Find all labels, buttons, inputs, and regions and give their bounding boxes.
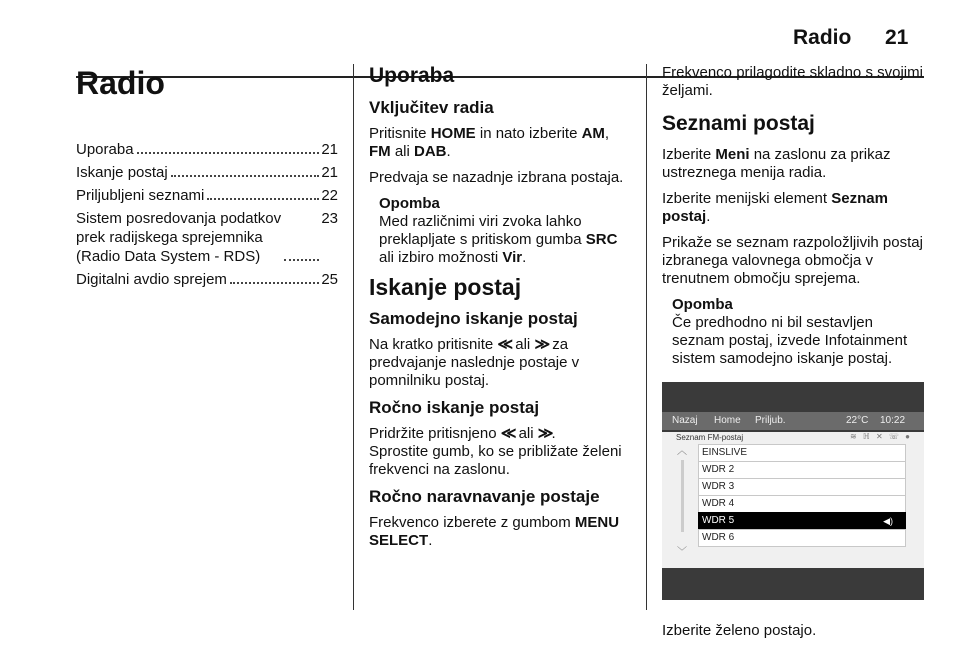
paragraph-izberite: Izberite želeno postajo. <box>662 622 817 639</box>
seek-forward-icon: ≫ <box>534 336 549 353</box>
station-list-item[interactable] <box>698 461 906 478</box>
station-name: WDR 5 <box>702 515 735 526</box>
toc-entry-label: Sistem posredovanja podatkov prek radijskega sprejemnika (Radio Data System - RDS) <box>76 210 282 265</box>
toc-dot-leader <box>284 209 319 261</box>
subheading-samodejno: Samodejno iskanje postaj <box>369 309 578 328</box>
chevron-down-icon: ﹀ <box>677 547 687 558</box>
station-list-item[interactable] <box>698 444 906 461</box>
toc-entry[interactable] <box>76 140 338 159</box>
toc-entry-page: 23 <box>321 210 338 227</box>
paragraph-samodejno: Na kratko pritisnite ≪ ali ≫ za predvajanje naslednje postaje v pomnilniku postaj. <box>369 336 580 389</box>
toc-entry-page: 22 <box>321 187 338 204</box>
station-list-panel <box>662 432 924 568</box>
chapter-title: Radio <box>76 65 165 101</box>
page-header <box>0 26 960 54</box>
screen-topbar <box>662 412 924 430</box>
paragraph-rocno-iskanje: Pridržite pritisnjeno ≪ ali ≫. Sprostite gumb, ko se približate želeni frekvenci na zaslonu. <box>369 425 622 478</box>
radio-screen-figure <box>662 382 924 600</box>
seek-back-icon: ≪ <box>500 425 515 442</box>
lock-icon: ● <box>905 432 912 441</box>
clock-readout: 10:22 <box>880 415 906 426</box>
station-name: WDR 4 <box>702 498 735 509</box>
toc-entry-label: Iskanje postaj <box>76 164 168 181</box>
note-block-1 <box>369 195 631 267</box>
station-name: WDR 6 <box>702 532 735 543</box>
column-3 <box>662 64 926 648</box>
toc-entry-label: Uporaba <box>76 141 134 158</box>
toc-entry-label: Digitalni avdio sprejem <box>76 271 227 288</box>
paragraph-naravnavanje: Frekvenco izberete z gumbom MENU SELECT. <box>369 514 620 549</box>
note-title: Opomba <box>379 195 440 212</box>
subheading-vkljucitev: Vključitev radia <box>369 98 494 117</box>
signal-icon: ≋ <box>850 432 859 441</box>
paragraph-vkljucitev: Pritisnite HOME in nato izberite AM, FM ali DAB. <box>369 125 610 160</box>
seek-forward-icon: ≫ <box>537 425 552 442</box>
scroll-track <box>681 460 684 532</box>
station-name: EINSLIVE <box>702 447 748 458</box>
toc-entry-label: Priljubljeni seznami <box>76 187 205 204</box>
tab-priljub: Priljub. <box>755 415 786 426</box>
note-title: Opomba <box>672 296 733 313</box>
status-icons <box>850 432 912 441</box>
header-title: Radio <box>793 26 852 49</box>
list-scrollbar <box>676 444 690 558</box>
paragraph-meni: Izberite Meni na zaslonu za prikaz ustreznega menija radia. <box>662 146 891 181</box>
paragraph-frekvenca: Frekvenco prilagodite skladno s svojimi željami. <box>662 64 923 99</box>
station-list-item[interactable] <box>698 512 906 529</box>
station-name: WDR 3 <box>702 481 735 492</box>
tab-nazaj: Nazaj <box>672 415 698 426</box>
speaker-icon: ◀) <box>883 516 893 526</box>
mute-icon: ✕ <box>875 432 885 441</box>
paragraph-prikaz: Prikaže se seznam razpoložljivih postaj izbranega valovnega območja v trenutnem območju sprejema. <box>662 234 923 287</box>
phone-icon: ☏ <box>888 432 901 441</box>
chevron-up-icon: ︿ <box>677 446 687 457</box>
note-text: Med različnimi viri zvoka lahko preklapljate s pritiskom gumba SRC ali izbiro možnosti Vir. <box>379 213 618 266</box>
station-list-item[interactable] <box>698 478 906 495</box>
column-divider-2 <box>646 64 647 610</box>
toc-entry[interactable] <box>76 186 338 205</box>
note-block-2 <box>662 296 926 368</box>
column-1 <box>76 64 338 293</box>
seek-back-icon: ≪ <box>497 336 512 353</box>
note-text: Če predhodno ni bil sestavljen seznam postaj, izvede Infotainment sistem samodejno iskanje postaj. <box>672 314 908 367</box>
subheading-naravnavanje: Ročno naravnavanje postaje <box>369 487 600 506</box>
toc-dot-leader <box>171 163 320 177</box>
station-name: WDR 2 <box>702 464 735 475</box>
column-2 <box>369 64 631 558</box>
temperature-readout: 22°C <box>846 415 869 426</box>
table-of-contents <box>76 140 338 289</box>
toc-entry-page: 21 <box>321 164 338 181</box>
section-heading-iskanje: Iskanje postaj <box>369 274 522 300</box>
traffic-icon: ℍ <box>862 432 872 441</box>
page-number: 21 <box>885 26 909 49</box>
station-list-item[interactable] <box>698 495 906 512</box>
toc-entry-page: 25 <box>321 271 338 288</box>
toc-entry[interactable] <box>76 163 338 182</box>
toc-entry[interactable] <box>76 270 338 289</box>
subheading-rocno-iskanje: Ročno iskanje postaj <box>369 398 540 417</box>
station-list <box>698 444 906 547</box>
toc-dot-leader <box>137 140 320 154</box>
paragraph-zadnja-postaja: Predvaja se nazadnje izbrana postaja. <box>369 169 624 186</box>
column-divider-1 <box>353 64 354 610</box>
tab-home: Home <box>714 415 741 426</box>
toc-entry[interactable] <box>76 209 338 266</box>
toc-dot-leader <box>230 270 319 284</box>
toc-entry-page: 21 <box>321 141 338 158</box>
paragraph-seznam: Izberite menijski element Seznam postaj. <box>662 190 888 225</box>
section-heading-seznami: Seznami postaj <box>662 112 815 135</box>
station-list-item[interactable] <box>698 529 906 547</box>
station-list-title: Seznam FM-postaj <box>676 433 744 442</box>
toc-dot-leader <box>207 186 319 200</box>
section-heading-uporaba: Uporaba <box>369 64 455 87</box>
